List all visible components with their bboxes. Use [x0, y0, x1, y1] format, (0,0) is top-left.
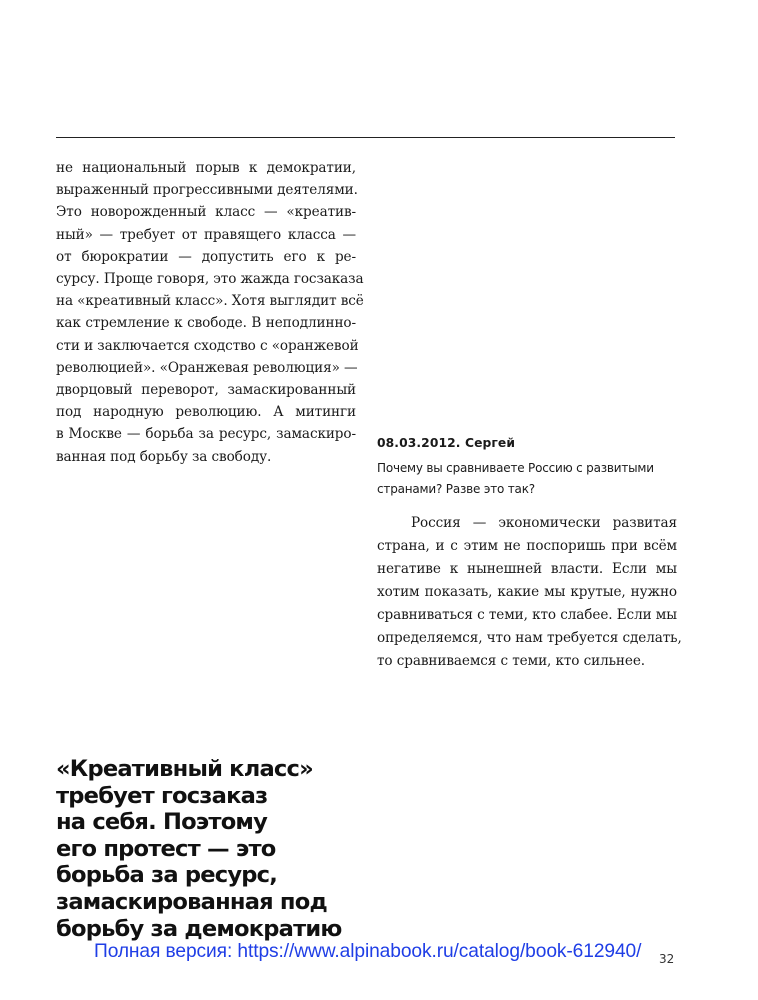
text-line: ный» — требует от правящего класса — [56, 226, 356, 243]
header-rule [56, 137, 675, 138]
text-line: не национальный порыв к демократии, [56, 160, 356, 176]
text-line: революцией». «Оранжевая революция» — [56, 359, 358, 376]
text-line: сти и заключается сходство с «оранжевой [56, 337, 359, 354]
pull-quote [56, 756, 356, 942]
pull-quote-line: его протест — это [56, 835, 276, 862]
pull-quote-line: требует госзаказ [56, 782, 268, 809]
pull-quote-line: борьбу за демократию [56, 915, 342, 942]
text-line: как стремление к свободе. В неподлинно- [56, 315, 356, 332]
question-line: странами? Разве это так? [377, 482, 535, 496]
answer-line: то сравниваемся с теми, кто сильнее. [377, 653, 645, 669]
question-date-author: 08.03.2012. Сергей [377, 436, 516, 450]
text-line: под народную революцию. А митинги [56, 404, 356, 421]
answer-line: хотим показать, какие мы крутые, нужно [377, 584, 677, 600]
answer-line: Россия — экономически развитая [411, 515, 677, 531]
answer-line: негативе к нынешней власти. Если мы [377, 561, 677, 577]
text-line: Это новорожденный класс — «креатив- [56, 204, 356, 221]
text-line: дворцовый переворот, замаскированный [56, 382, 356, 399]
reader-question [377, 434, 677, 500]
question-text [377, 458, 677, 500]
text-line: ванная под борьбу за свободу. [56, 448, 272, 465]
pull-quote-line: «Креативный класс» [56, 756, 313, 782]
answer-line: сравниваться с теми, кто слабее. Если мы [377, 607, 677, 623]
full-version-link[interactable]: Полная версия: https://www.alpinabook.ru/catalog/book-612940/ [94, 941, 642, 962]
text-line: в Москве — борьба за ресурс, замаскиро- [56, 426, 356, 443]
question-line: Почему вы сравниваете Россию с развитыми [377, 461, 654, 475]
pull-quote-line: борьба за ресурс, [56, 862, 278, 889]
answer-line: определяемся, что нам требуется сделать, [377, 630, 682, 646]
pull-quote-line: замаскированная под [56, 888, 327, 915]
page-number: 32 [659, 952, 675, 966]
pull-quote-line: на себя. Поэтому [56, 809, 268, 836]
answer-line: страна, и с этим не поспоришь при всём [377, 538, 677, 554]
text-line: от бюрократии — допустить его к ре- [56, 248, 356, 265]
text-line: на «креативный класс». Хотя выглядит всё [56, 293, 364, 310]
answer-text [377, 512, 682, 673]
body-text-left-column [56, 157, 364, 468]
text-line: сурсу. Проще говоря, это жажда госзаказа [56, 271, 364, 288]
text-line: выраженный прогрессивными деятелями. [56, 182, 358, 199]
